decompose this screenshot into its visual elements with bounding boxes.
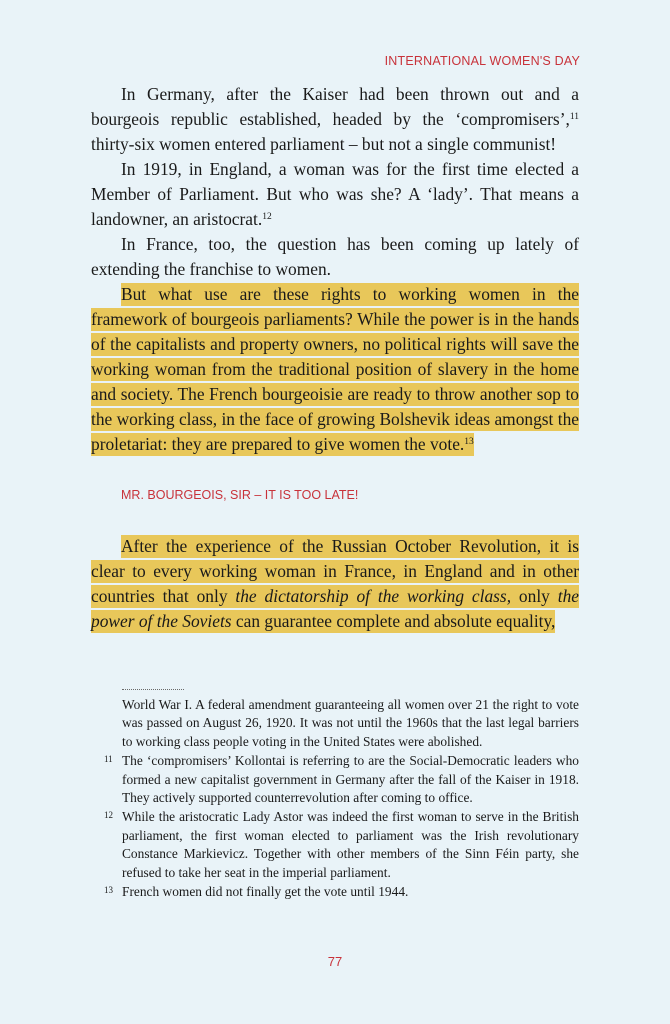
footnote-13: [104, 883, 579, 901]
highlighted-passage: [91, 283, 579, 456]
footnote-11: [104, 752, 579, 807]
paragraph-text: In Germany, after the Kaiser had been thrown out and a bourgeois republic established, headed by the ‘compromisers’,: [91, 84, 579, 129]
footnote-ref-11[interactable]: 11: [569, 112, 579, 122]
paragraph-text: only: [511, 586, 558, 606]
paragraph-text: In 1919, in England, a woman was for the first time elected a Member of Parliament. But who was she? A ‘lady’. That means a landowner, an aristocrat.: [91, 159, 579, 229]
paragraph-text: But what use are these rights to working women in the framework of bourgeois parliaments? While the power is in the hands of the capitalists and property owners, no political rights will save the working woman from the traditional position of slavery in the home and society. The French bourgeoisie are ready to throw another sop to the working class, in the face of growing Bolshevik ideas amongst the proletariat: they are prepared to give women the vote.: [91, 284, 579, 454]
paragraph-text: can guarantee complete and absolute equality,: [231, 611, 556, 631]
running-header: INTERNATIONAL WOMEN'S DAY: [384, 54, 580, 68]
paragraph-germany: [91, 82, 579, 157]
paragraph-october-revolution: [91, 534, 579, 634]
footnote-text: The ‘compromisers’ Kollontai is referring to are the Social-Democratic leaders who formed a new capitalist government in Germany after the fall of the Kaiser in 1918. They actively supported counterrevolution after coming to office.: [122, 753, 579, 806]
paragraph-england: [91, 157, 579, 232]
footnote-ref-12[interactable]: 12: [262, 212, 272, 222]
paragraph-text: thirty-six women entered parliament – but not a single communist!: [91, 134, 557, 154]
highlighted-passage: [91, 535, 579, 633]
footnote-ref-13[interactable]: 13: [464, 437, 474, 447]
page-number: 77: [327, 954, 343, 969]
footnote-number: 11: [104, 754, 113, 765]
emphasis-text: the dictatorship of the working class,: [235, 586, 512, 606]
main-text: [91, 82, 579, 634]
footnotes: [104, 696, 579, 902]
footnote-text: While the aristocratic Lady Astor was indeed the first woman to serve in the British parliament, the first woman elected to parliament was the Irish revolutionary Constance Markievicz. Together with other members of the Sinn Féin party, she refused to take her seat in the imperial parliament.: [122, 809, 579, 880]
paragraph-text: In France, too, the question has been coming up lately of extending the franchise to women.: [91, 234, 579, 279]
emphasis-text: the power of the Soviets: [91, 586, 579, 631]
footnote-text: French women did not finally get the vote until 1944.: [122, 884, 409, 900]
footnote-separator: [122, 689, 184, 690]
paragraph-text: After the experience of the Russian October Revolution, it is clear to every working woman in France, in England and in other countries that only: [91, 536, 579, 606]
footnote-number: 13: [104, 885, 113, 896]
footnote-number: 12: [104, 810, 113, 821]
paragraph-france: [91, 232, 579, 282]
section-heading: MR. BOURGEOIS, SIR – IT IS TOO LATE!: [121, 488, 359, 502]
footnote-continued: World War I. A federal amendment guaranteeing all women over 21 the right to vote was passed on August 26, 1920. It was not until the 1960s that the last legal barriers to working class people voting in the United States were abolished.: [122, 697, 579, 749]
paragraph-bourgeois-rights: [91, 282, 579, 457]
footnote-12: [104, 808, 579, 882]
